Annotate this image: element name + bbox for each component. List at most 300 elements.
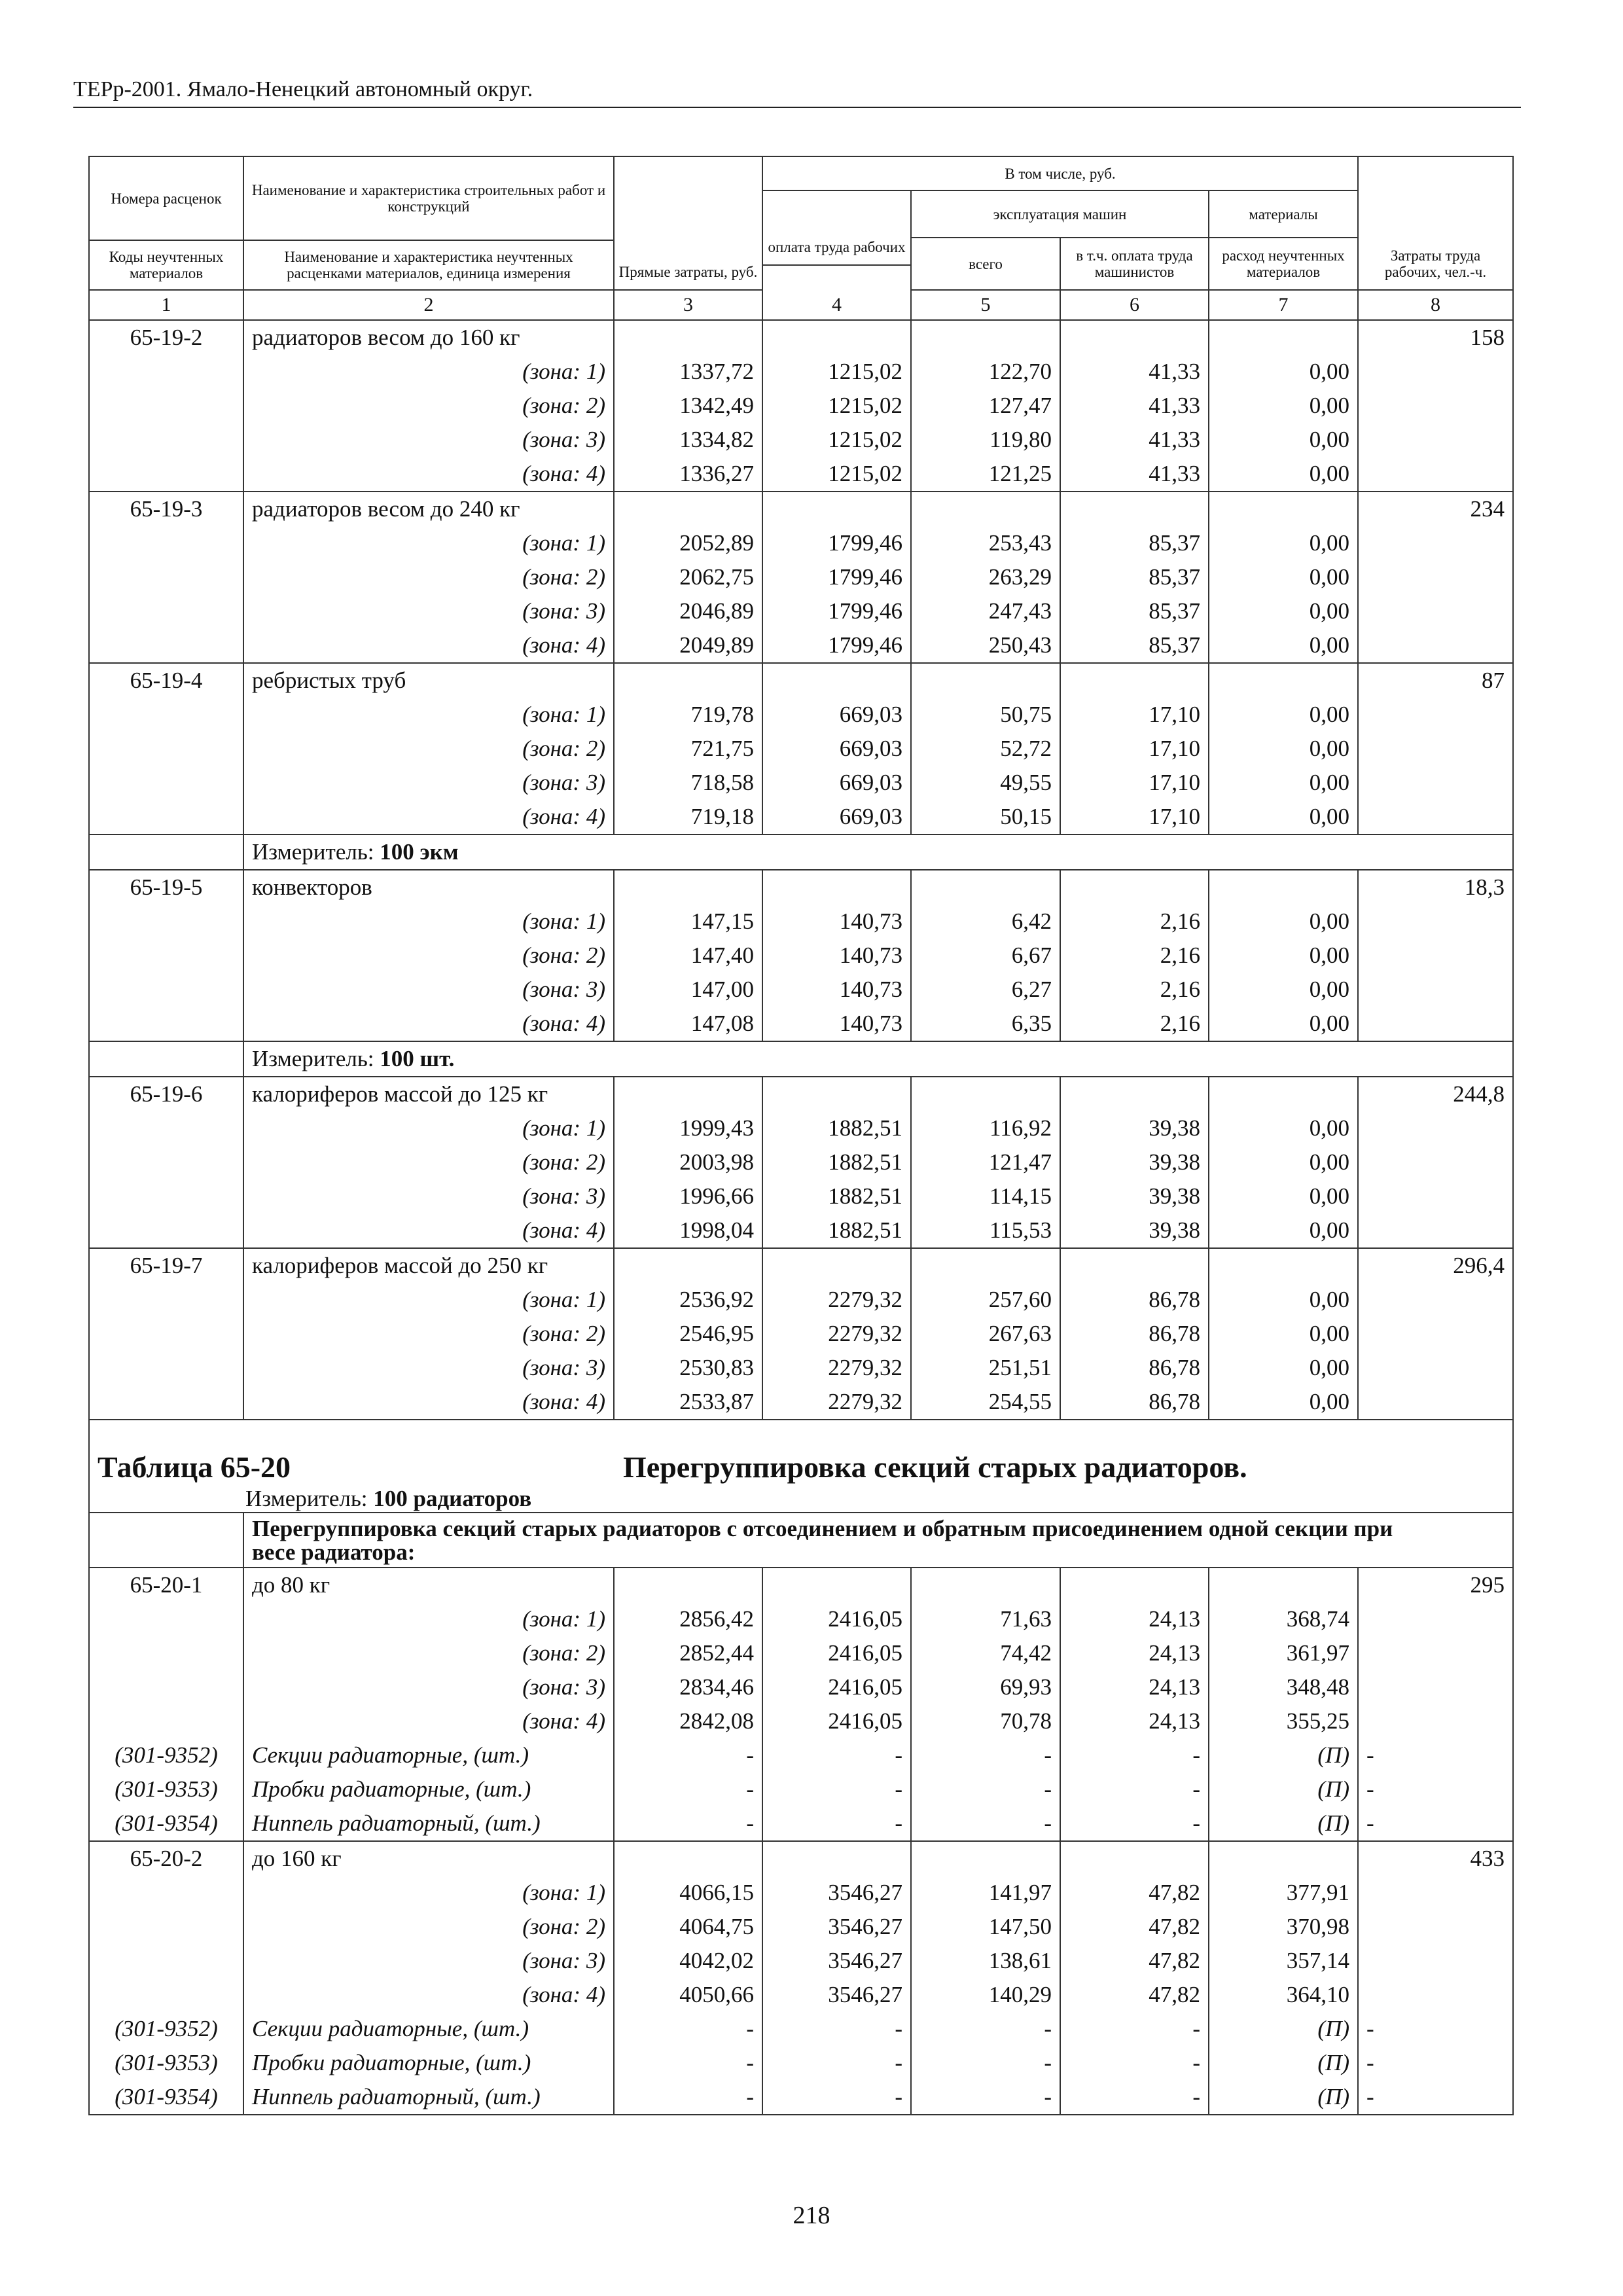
zone-label: (зона: 2) [243, 732, 614, 766]
cell: 1999,43 [614, 1111, 762, 1145]
cell: 355,25 [1209, 1704, 1358, 1738]
zone-label: (зона: 3) [243, 973, 614, 1007]
material-code: (301-9354) [89, 2080, 243, 2115]
cell: - [911, 1738, 1060, 1772]
zone-row [89, 732, 1513, 766]
material-name: Пробки радиаторные, (шт.) [243, 2046, 614, 2080]
labor-costs-value: 18,3 [1358, 870, 1513, 905]
rate-name: до 80 кг [243, 1568, 614, 1602]
zone-label: (зона: 1) [243, 1602, 614, 1636]
cell: - [762, 1738, 911, 1772]
material-code: (301-9352) [89, 1738, 243, 1772]
zone-label: (зона: 1) [243, 1876, 614, 1910]
zone-label: (зона: 1) [243, 1111, 614, 1145]
zone-label: (зона: 2) [243, 1317, 614, 1351]
cell: 6,35 [911, 1007, 1060, 1041]
cell: 138,61 [911, 1944, 1060, 1978]
cell: 140,73 [762, 973, 911, 1007]
cell: 2003,98 [614, 1145, 762, 1179]
cell: 141,97 [911, 1876, 1060, 1910]
cell: 253,43 [911, 526, 1060, 560]
cell: 2416,05 [762, 1636, 911, 1670]
cell: - [614, 2080, 762, 2115]
rate-code: 65-19-6 [89, 1077, 243, 1111]
cell: 254,55 [911, 1385, 1060, 1420]
labor-costs-value: 433 [1358, 1841, 1513, 1876]
zone-label: (зона: 3) [243, 766, 614, 800]
cell: 70,78 [911, 1704, 1060, 1738]
cell: 0,00 [1209, 1385, 1358, 1420]
col-labor-pay: оплата труда рабочих [762, 190, 911, 265]
cell: 719,78 [614, 698, 762, 732]
zone-label: (зона: 2) [243, 560, 614, 594]
cell: 247,43 [911, 594, 1060, 628]
cell: 3546,27 [762, 1876, 911, 1910]
labor-costs-value: 244,8 [1358, 1077, 1513, 1111]
page-header: ТЕРр-2001. Ямало-Ненецкий автономный округ. [73, 77, 533, 101]
table-unit: Измеритель: 100 радиаторов [245, 1486, 532, 1511]
cell: 368,74 [1209, 1602, 1358, 1636]
col-rate-number: Номера расценок [89, 156, 243, 240]
zone-label: (зона: 1) [243, 1283, 614, 1317]
cell: 69,93 [911, 1670, 1060, 1704]
cell: 0,00 [1209, 594, 1358, 628]
cell: 250,43 [911, 628, 1060, 663]
cell: 0,00 [1209, 1007, 1358, 1041]
cell: - [1358, 2046, 1513, 2080]
page-number: 218 [793, 2202, 830, 2229]
zone-label: (зона: 4) [243, 1007, 614, 1041]
zone-row [89, 1944, 1513, 1978]
zone-row [89, 766, 1513, 800]
cell: 140,73 [762, 939, 911, 973]
col-name-unaccounted: Наименование и характеристика неучтенных расценками материалов, единица измерения [243, 240, 614, 290]
cell: 71,63 [911, 1602, 1060, 1636]
cell: 2856,42 [614, 1602, 762, 1636]
cell: 0,00 [1209, 457, 1358, 492]
labor-costs-value: 158 [1358, 320, 1513, 355]
zone-row [89, 1351, 1513, 1385]
cell: - [762, 1772, 911, 1806]
cell: 39,38 [1060, 1145, 1209, 1179]
material-row [89, 2046, 1513, 2080]
zone-label: (зона: 3) [243, 594, 614, 628]
rate-row [89, 1077, 1513, 1111]
cell: 147,00 [614, 973, 762, 1007]
cell: - [1060, 2012, 1209, 2046]
cell: 74,42 [911, 1636, 1060, 1670]
material-code: (301-9352) [89, 2012, 243, 2046]
cell: 2834,46 [614, 1670, 762, 1704]
cell: 1215,02 [762, 389, 911, 423]
cell: 0,00 [1209, 560, 1358, 594]
rate-name: радиаторов весом до 240 кг [243, 492, 614, 526]
cell: 122,70 [911, 355, 1060, 389]
col-materials: материалы [1209, 190, 1358, 238]
cell: - [1060, 1806, 1209, 1841]
zone-label: (зона: 3) [243, 423, 614, 457]
zone-label: (зона: 2) [243, 939, 614, 973]
cell: - [614, 1806, 762, 1841]
cell: - [1358, 2080, 1513, 2115]
rate-name: калориферов массой до 125 кг [243, 1077, 614, 1111]
cell: 1882,51 [762, 1179, 911, 1213]
zone-row [89, 1602, 1513, 1636]
cell: 86,78 [1060, 1385, 1209, 1420]
cell: - [1358, 2012, 1513, 2046]
cell: (П) [1209, 1772, 1358, 1806]
cell: (П) [1209, 2046, 1358, 2080]
rate-row [89, 320, 1513, 355]
zone-label: (зона: 2) [243, 1145, 614, 1179]
zone-row [89, 1636, 1513, 1670]
cell: 669,03 [762, 732, 911, 766]
cell: 1799,46 [762, 628, 911, 663]
cell: 2279,32 [762, 1283, 911, 1317]
cell: 2530,83 [614, 1351, 762, 1385]
cell: 1334,82 [614, 423, 762, 457]
rate-name: до 160 кг [243, 1841, 614, 1876]
cell: 2049,89 [614, 628, 762, 663]
col-materials-unaccounted: расход неучтенных материалов [1209, 238, 1358, 290]
zone-row [89, 698, 1513, 732]
cell: 0,00 [1209, 1111, 1358, 1145]
zone-row [89, 939, 1513, 973]
cell: 0,00 [1209, 1351, 1358, 1385]
cell: 114,15 [911, 1179, 1060, 1213]
material-row [89, 2080, 1513, 2115]
rate-code: 65-20-1 [89, 1568, 243, 1602]
cell: 2,16 [1060, 973, 1209, 1007]
material-name: Пробки радиаторные, (шт.) [243, 1772, 614, 1806]
cell: 0,00 [1209, 1283, 1358, 1317]
cell: 2046,89 [614, 594, 762, 628]
cell: 2279,32 [762, 1351, 911, 1385]
zone-row [89, 800, 1513, 834]
cell: 17,10 [1060, 766, 1209, 800]
col-number: 5 [911, 290, 1060, 320]
zone-row [89, 526, 1513, 560]
rate-code: 65-19-4 [89, 663, 243, 698]
zone-label: (зона: 3) [243, 1670, 614, 1704]
zone-row [89, 1704, 1513, 1738]
cell: 0,00 [1209, 905, 1358, 939]
cell: 0,00 [1209, 628, 1358, 663]
cell: 121,47 [911, 1145, 1060, 1179]
zone-label: (зона: 1) [243, 355, 614, 389]
material-row [89, 1806, 1513, 1841]
cell: - [911, 1772, 1060, 1806]
cell: 2062,75 [614, 560, 762, 594]
zone-row [89, 628, 1513, 663]
material-code: (301-9354) [89, 1806, 243, 1841]
cell: 47,82 [1060, 1944, 1209, 1978]
cell: 2052,89 [614, 526, 762, 560]
zone-label: (зона: 1) [243, 905, 614, 939]
cell: 669,03 [762, 698, 911, 732]
col-number: 4 [762, 290, 911, 320]
cell: 721,75 [614, 732, 762, 766]
cell: 39,38 [1060, 1111, 1209, 1145]
cell: 1215,02 [762, 423, 911, 457]
rate-row [89, 1248, 1513, 1283]
cell: 0,00 [1209, 973, 1358, 1007]
zone-label: (зона: 4) [243, 1213, 614, 1248]
zone-row [89, 355, 1513, 389]
cell: 17,10 [1060, 732, 1209, 766]
labor-costs-value: 87 [1358, 663, 1513, 698]
subheading-row [89, 1513, 1513, 1568]
unit-row [89, 834, 1513, 870]
cell: - [1060, 1738, 1209, 1772]
col-number: 2 [243, 290, 614, 320]
cell: 1996,66 [614, 1179, 762, 1213]
cell: - [614, 1738, 762, 1772]
cell: 0,00 [1209, 389, 1358, 423]
material-row [89, 1772, 1513, 1806]
cell: 1215,02 [762, 355, 911, 389]
cell: 52,72 [911, 732, 1060, 766]
cell: - [614, 1772, 762, 1806]
cell: 86,78 [1060, 1351, 1209, 1385]
cell: 2416,05 [762, 1602, 911, 1636]
cell: 0,00 [1209, 1213, 1358, 1248]
cell: 41,33 [1060, 355, 1209, 389]
cell: - [614, 2012, 762, 2046]
cell: 47,82 [1060, 1876, 1209, 1910]
cell: 6,67 [911, 939, 1060, 973]
rate-row [89, 1841, 1513, 1876]
zone-label: (зона: 4) [243, 457, 614, 492]
cell: 3546,27 [762, 1910, 911, 1944]
cell: 2279,32 [762, 1317, 911, 1351]
cell: 86,78 [1060, 1283, 1209, 1317]
cell: 1998,04 [614, 1213, 762, 1248]
cell: 669,03 [762, 766, 911, 800]
cell: 370,98 [1209, 1910, 1358, 1944]
cell: 41,33 [1060, 457, 1209, 492]
cell: 263,29 [911, 560, 1060, 594]
cell: 24,13 [1060, 1602, 1209, 1636]
material-name: Ниппель радиаторный, (шт.) [243, 2080, 614, 2115]
zone-label: (зона: 4) [243, 1385, 614, 1420]
cell: 85,37 [1060, 526, 1209, 560]
zone-row [89, 973, 1513, 1007]
cell: 267,63 [911, 1317, 1060, 1351]
cell: 50,75 [911, 698, 1060, 732]
rate-code: 65-19-7 [89, 1248, 243, 1283]
cell: 0,00 [1209, 766, 1358, 800]
zone-label: (зона: 1) [243, 698, 614, 732]
cell: 364,10 [1209, 1978, 1358, 2012]
table-title-row [89, 1420, 1513, 1513]
material-code: (301-9353) [89, 1772, 243, 1806]
col-labor-costs: Затраты труда рабочих, чел.-ч. [1358, 156, 1513, 290]
rate-name: ребристых труб [243, 663, 614, 698]
material-name: Ниппель радиаторный, (шт.) [243, 1806, 614, 1841]
cell: 4042,02 [614, 1944, 762, 1978]
cell: - [911, 2046, 1060, 2080]
zone-label: (зона: 4) [243, 1704, 614, 1738]
cell: 0,00 [1209, 1179, 1358, 1213]
cell: 2852,44 [614, 1636, 762, 1670]
col-machines: эксплуатация машин [911, 190, 1209, 238]
cell: - [614, 2046, 762, 2080]
rate-row [89, 1568, 1513, 1602]
col-number: 1 [89, 290, 243, 320]
cell: - [762, 2046, 911, 2080]
cell: - [762, 2012, 911, 2046]
table-description: Перегруппировка секций старых радиаторов. [623, 1450, 1247, 1484]
cell: 127,47 [911, 389, 1060, 423]
cell: (П) [1209, 2012, 1358, 2046]
cell: 85,37 [1060, 594, 1209, 628]
cell: 2416,05 [762, 1670, 911, 1704]
cell: - [1060, 1772, 1209, 1806]
cell: - [911, 1806, 1060, 1841]
zone-label: (зона: 2) [243, 1636, 614, 1670]
cell: 1799,46 [762, 560, 911, 594]
cell: 2416,05 [762, 1704, 911, 1738]
cell: - [1358, 1772, 1513, 1806]
cell: 2533,87 [614, 1385, 762, 1420]
rate-code: 65-19-2 [89, 320, 243, 355]
cell: - [1358, 1806, 1513, 1841]
zone-label: (зона: 3) [243, 1351, 614, 1385]
rate-name: конвекторов [243, 870, 614, 905]
cell: 24,13 [1060, 1704, 1209, 1738]
cell: 41,33 [1060, 389, 1209, 423]
cell: 348,48 [1209, 1670, 1358, 1704]
cell: 39,38 [1060, 1179, 1209, 1213]
labor-costs-value: 295 [1358, 1568, 1513, 1602]
cell: 1336,27 [614, 457, 762, 492]
cell: 0,00 [1209, 939, 1358, 973]
cell: 3546,27 [762, 1978, 911, 2012]
cell: 1799,46 [762, 594, 911, 628]
zone-label: (зона: 4) [243, 628, 614, 663]
cell: 2842,08 [614, 1704, 762, 1738]
cell: 140,29 [911, 1978, 1060, 2012]
cell: 2279,32 [762, 1385, 911, 1420]
rate-code: 65-19-3 [89, 492, 243, 526]
zone-row [89, 1213, 1513, 1248]
cell: 1882,51 [762, 1111, 911, 1145]
cell: 1215,02 [762, 457, 911, 492]
cell: 718,58 [614, 766, 762, 800]
cell: - [911, 2012, 1060, 2046]
unit-line: Измеритель: 100 шт. [243, 1041, 1513, 1077]
col-name: Наименование и характеристика строительных работ и конструкций [243, 156, 614, 240]
cell: 1337,72 [614, 355, 762, 389]
material-row [89, 2012, 1513, 2046]
cell: - [911, 2080, 1060, 2115]
cell: 1882,51 [762, 1145, 911, 1179]
header-rule [73, 107, 1521, 108]
cell: 140,73 [762, 905, 911, 939]
cell: 6,42 [911, 905, 1060, 939]
zone-label: (зона: 2) [243, 389, 614, 423]
cell: 4050,66 [614, 1978, 762, 2012]
zone-label: (зона: 3) [243, 1179, 614, 1213]
table-title: Таблица 65-20 [98, 1450, 291, 1484]
rate-code: 65-19-5 [89, 870, 243, 905]
zone-row [89, 1283, 1513, 1317]
zone-row [89, 560, 1513, 594]
rate-row [89, 663, 1513, 698]
cell: 4064,75 [614, 1910, 762, 1944]
zone-row [89, 1385, 1513, 1420]
cell: 85,37 [1060, 628, 1209, 663]
cell: 6,27 [911, 973, 1060, 1007]
zone-row [89, 1007, 1513, 1041]
zone-row [89, 1670, 1513, 1704]
cell: 49,55 [911, 766, 1060, 800]
cell: 147,08 [614, 1007, 762, 1041]
cell: 47,82 [1060, 1910, 1209, 1944]
zone-row [89, 389, 1513, 423]
zone-row [89, 423, 1513, 457]
zone-row [89, 1876, 1513, 1910]
cell: 0,00 [1209, 526, 1358, 560]
zone-row [89, 1978, 1513, 2012]
cell: 50,15 [911, 800, 1060, 834]
zone-label: (зона: 2) [243, 1910, 614, 1944]
cell: 47,82 [1060, 1978, 1209, 2012]
material-name: Секции радиаторные, (шт.) [243, 1738, 614, 1772]
cell: 86,78 [1060, 1317, 1209, 1351]
cell: 41,33 [1060, 423, 1209, 457]
cell: 116,92 [911, 1111, 1060, 1145]
unit-line: Измеритель: 100 экм [243, 834, 1513, 870]
zone-row [89, 1317, 1513, 1351]
cell: 2536,92 [614, 1283, 762, 1317]
cell: 1342,49 [614, 389, 762, 423]
material-name: Секции радиаторные, (шт.) [243, 2012, 614, 2046]
col-number: 8 [1358, 290, 1513, 320]
labor-costs-value: 296,4 [1358, 1248, 1513, 1283]
cell: 0,00 [1209, 800, 1358, 834]
cell: 2,16 [1060, 1007, 1209, 1041]
rate-name: радиаторов весом до 160 кг [243, 320, 614, 355]
cell: 17,10 [1060, 800, 1209, 834]
labor-costs-value: 234 [1358, 492, 1513, 526]
cell: 251,51 [911, 1351, 1060, 1385]
cell: 0,00 [1209, 698, 1358, 732]
cell: (П) [1209, 2080, 1358, 2115]
rate-code: 65-20-2 [89, 1841, 243, 1876]
col-number: 3 [614, 290, 762, 320]
cell: 24,13 [1060, 1670, 1209, 1704]
zone-row [89, 1179, 1513, 1213]
rate-row [89, 492, 1513, 526]
cell: - [1060, 2080, 1209, 2115]
col-machines-labor: в т.ч. оплата труда машинистов [1060, 238, 1209, 290]
cell: 257,60 [911, 1283, 1060, 1317]
cell: 115,53 [911, 1213, 1060, 1248]
cell: 669,03 [762, 800, 911, 834]
cell: 0,00 [1209, 1317, 1358, 1351]
rate-name: калориферов массой до 250 кг [243, 1248, 614, 1283]
zone-label: (зона: 3) [243, 1944, 614, 1978]
zone-row [89, 594, 1513, 628]
cell: 0,00 [1209, 423, 1358, 457]
zone-row [89, 905, 1513, 939]
zone-row [89, 1145, 1513, 1179]
cell: 3546,27 [762, 1944, 911, 1978]
cell: 2,16 [1060, 905, 1209, 939]
cell: 4066,15 [614, 1876, 762, 1910]
